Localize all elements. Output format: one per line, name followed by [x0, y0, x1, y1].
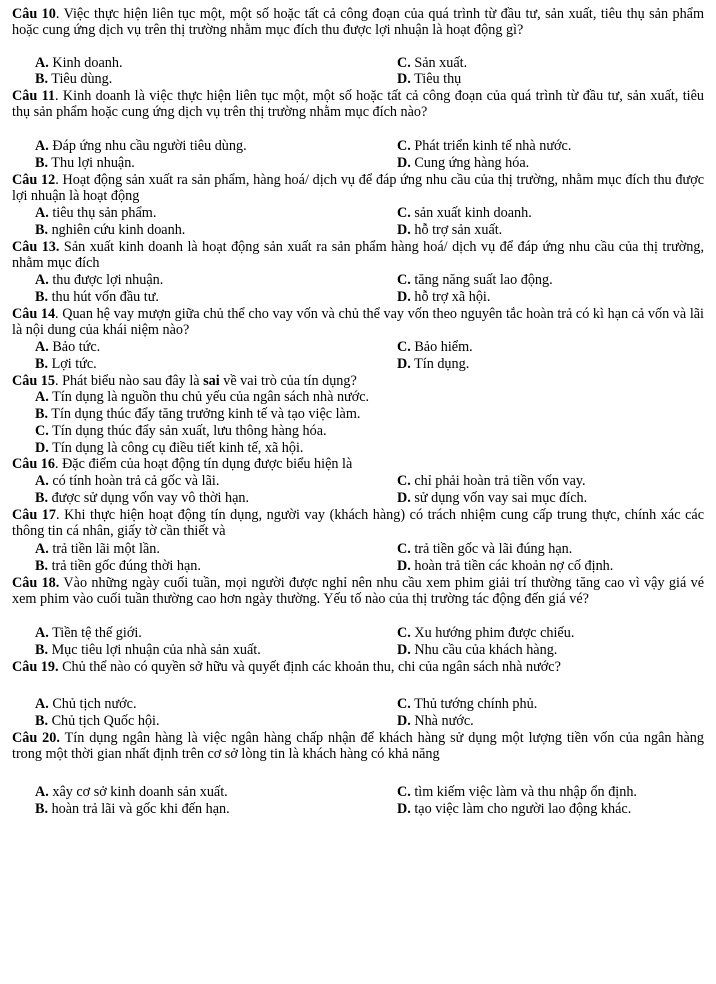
- question-text: Đặc điểm của hoạt động tín dụng được biểu hiện là: [58, 456, 353, 472]
- option-c: C. Thủ tướng chính phủ.: [397, 696, 538, 712]
- option-d: D. Tiêu thụ: [397, 71, 462, 87]
- option-a: A. có tính hoàn trả cả gốc và lãi.: [35, 473, 220, 489]
- option-a: A. Đáp ứng nhu cầu người tiêu dùng.: [35, 138, 247, 154]
- option-d: D. Nhà nước.: [397, 713, 474, 729]
- option-d: D. Cung ứng hàng hóa.: [397, 155, 530, 171]
- option-b: B. hoàn trả lãi và gốc khi đến hạn.: [35, 801, 230, 817]
- option-d: D. hỗ trợ xã hội.: [397, 289, 491, 305]
- question-number: Câu 14: [12, 306, 56, 322]
- option-c: C. Xu hướng phim được chiếu.: [397, 625, 575, 641]
- option-c: C. chỉ phải hoàn trả tiền vốn vay.: [397, 473, 586, 489]
- question-text: Chủ thể nào có quyền sở hữu và quyết định các khoản thu, chi của ngân sách nhà nước?: [58, 659, 561, 675]
- question-18: [12, 575, 704, 608]
- option-d: D. Nhu cầu của khách hàng.: [397, 642, 558, 658]
- option-a: A. Chủ tịch nước.: [35, 696, 137, 712]
- option-a: A. Bảo tức.: [35, 339, 101, 355]
- question-number: Câu 16: [12, 456, 55, 472]
- option-b: B. thu hút vốn đầu tư.: [35, 289, 159, 305]
- option-c: C. Tín dụng thúc đẩy sản xuất, lưu thông hàng hóa.: [35, 423, 327, 439]
- question-15: Câu 15. Phát biểu nào sau đây là sai về vai trò của tín dụng?: [12, 373, 357, 389]
- option-a: A. Tiền tệ thế giới.: [35, 625, 142, 641]
- option-b: B. Chủ tịch Quốc hội.: [35, 713, 160, 729]
- option-a: A. trả tiền lãi một lần.: [35, 541, 160, 557]
- option-d: D. hoàn trả tiền các khoản nợ cố định.: [397, 558, 614, 574]
- option-a: A. Kinh doanh.: [35, 55, 123, 71]
- question-14: Câu 14. Quan hệ vay mượn giữa chủ thể cho vay vốn và chủ thể vay vốn theo nguyên tắc hoàn trả có kì hạn cả vốn và lãi là nội dung của khái niệm nào?: [12, 306, 704, 339]
- option-a: A. Tín dụng là nguồn thu chủ yếu của ngân sách nhà nước.: [35, 389, 370, 405]
- question-text: Sản xuất kinh doanh là hoạt động sản xuất ra sản phẩm hàng hoá/ dịch vụ để đáp ứng nhu cầu của thị trường, nhằm mục đích: [12, 239, 704, 272]
- option-b: B. Tín dụng thúc đẩy tăng trưởng kinh tế và tạo việc làm.: [35, 406, 361, 422]
- question-text: Hoạt động sản xuất ra sản phẩm, hàng hoá/ dịch vụ để đáp ứng nhu cầu của thị trường, nhằm mục đích thu được lợi nhuận là hoạt động: [12, 172, 704, 205]
- question-19: [12, 659, 704, 675]
- option-b: B. nghiên cứu kinh doanh.: [35, 222, 186, 238]
- option-b: B. được sử dụng vốn vay vô thời hạn.: [35, 490, 250, 506]
- question-10: Câu 10. Việc thực hiện liên tục một, một số hoặc tất cả công đoạn của quá trình từ đầu tư, sản xuất, tiêu thụ sản phẩm hoặc cung ứng dịch vụ trên thị trường nhằm mục đích thu được lợi nhuận là hoạt động gì?: [12, 6, 704, 39]
- option-a: A. xây cơ sở kinh doanh sản xuất.: [35, 784, 228, 800]
- option-d: D. tạo việc làm cho người lao động khác.: [397, 801, 632, 817]
- question-number: Câu 15: [12, 373, 55, 389]
- question-number: Câu 18.: [12, 575, 60, 591]
- option-a: A. thu được lợi nhuận.: [35, 272, 164, 288]
- question-12: Câu 12. Hoạt động sản xuất ra sản phẩm, hàng hoá/ dịch vụ để đáp ứng nhu cầu của thị trường, nhằm mục đích thu được lợi nhuận là hoạt động: [12, 172, 704, 205]
- question-number: Câu 13.: [12, 239, 60, 255]
- question-text: Quan hệ vay mượn giữa chủ thể cho vay vốn và chủ thể vay vốn theo nguyên tắc hoàn trả có kì hạn cả vốn và lãi là nội dung của khái niệm nào?: [12, 306, 704, 339]
- option-c: C. trả tiền gốc và lãi đúng hạn.: [397, 541, 573, 557]
- option-b: B. Mục tiêu lợi nhuận của nhà sản xuất.: [35, 642, 261, 658]
- question-text: Khi thực hiện hoạt động tín dụng, người vay (khách hàng) có trách nhiệm cung cấp trung thực, chính xác các thông tin cá nhân, giấy tờ cần thiết và: [12, 507, 704, 540]
- option-a: A. tiêu thụ sản phẩm.: [35, 205, 157, 221]
- question-16: Câu 16. Đặc điểm của hoạt động tín dụng được biểu hiện là: [12, 456, 353, 472]
- option-b: B. Tiêu dùng.: [35, 71, 113, 87]
- option-d: D. Tín dụng là công cụ điều tiết kinh tế, xã hội.: [35, 440, 304, 456]
- question-number: Câu 17: [12, 507, 56, 523]
- question-number: Câu 11: [12, 88, 55, 104]
- question-number: Câu 10: [12, 6, 56, 22]
- question-13: [12, 239, 704, 272]
- option-c: C. Bảo hiểm.: [397, 339, 473, 355]
- question-number: Câu 20.: [12, 730, 60, 746]
- question-number: Câu 12: [12, 172, 56, 188]
- question-text: Kinh doanh là việc thực hiện liên tục một, một số hoặc tất cả công đoạn của quá trình từ đầu tư, sản xuất, tiêu thụ sản phẩm hoặc cung ứng dịch vụ trên thị trường nhằm mục đích nào?: [12, 88, 704, 121]
- option-c: C. tăng năng suất lao động.: [397, 272, 553, 288]
- question-text: Vào những ngày cuối tuần, mọi người được nghỉ nên nhu cầu xem phim giải trí thường tăng cao vì vậy giá vé xem phim vào cuối tuần thường cao hơn ngày thường. Yếu tố nào của thị trường tác động đến giá vé?: [12, 575, 704, 608]
- option-d: D. sử dụng vốn vay sai mục đích.: [397, 490, 588, 506]
- option-c: C. sản xuất kinh doanh.: [397, 205, 532, 221]
- question-17: Câu 17. Khi thực hiện hoạt động tín dụng, người vay (khách hàng) có trách nhiệm cung cấp trung thực, chính xác các thông tin cá nhân, giấy tờ cần thiết và: [12, 507, 704, 540]
- option-b: B. trả tiền gốc đúng thời hạn.: [35, 558, 201, 574]
- option-d: D. Tín dụng.: [397, 356, 470, 372]
- question-20: [12, 730, 704, 763]
- question-11: Câu 11. Kinh doanh là việc thực hiện liên tục một, một số hoặc tất cả công đoạn của quá trình từ đầu tư, sản xuất, tiêu thụ sản phẩm hoặc cung ứng dịch vụ trên thị trường nhằm mục đích nào?: [12, 88, 704, 121]
- option-d: D. hỗ trợ sản xuất.: [397, 222, 503, 238]
- option-c: C. Sản xuất.: [397, 55, 468, 71]
- option-b: B. Lợi tức.: [35, 356, 97, 372]
- question-text: Tín dụng ngân hàng là việc ngân hàng chấp nhận để khách hàng sử dụng một lượng tiền vốn của ngân hàng trong một thời gian nhất định trên cơ sở lòng tin là khách hàng có khả năng: [12, 730, 704, 763]
- question-number: Câu 19.: [12, 659, 59, 675]
- question-text: Việc thực hiện liên tục một, một số hoặc tất cả công đoạn của quá trình từ đầu tư, sản xuất, tiêu thụ sản phẩm hoặc cung ứng dịch vụ trên thị trường nhằm mục đích thu được lợi nhuận là hoạt động gì?: [12, 6, 704, 39]
- emphasis-word: sai: [203, 373, 220, 389]
- option-c: C. Phát triển kinh tế nhà nước.: [397, 138, 572, 154]
- option-b: B. Thu lợi nhuận.: [35, 155, 135, 171]
- option-c: C. tìm kiếm việc làm và thu nhập ổn định.: [397, 784, 637, 800]
